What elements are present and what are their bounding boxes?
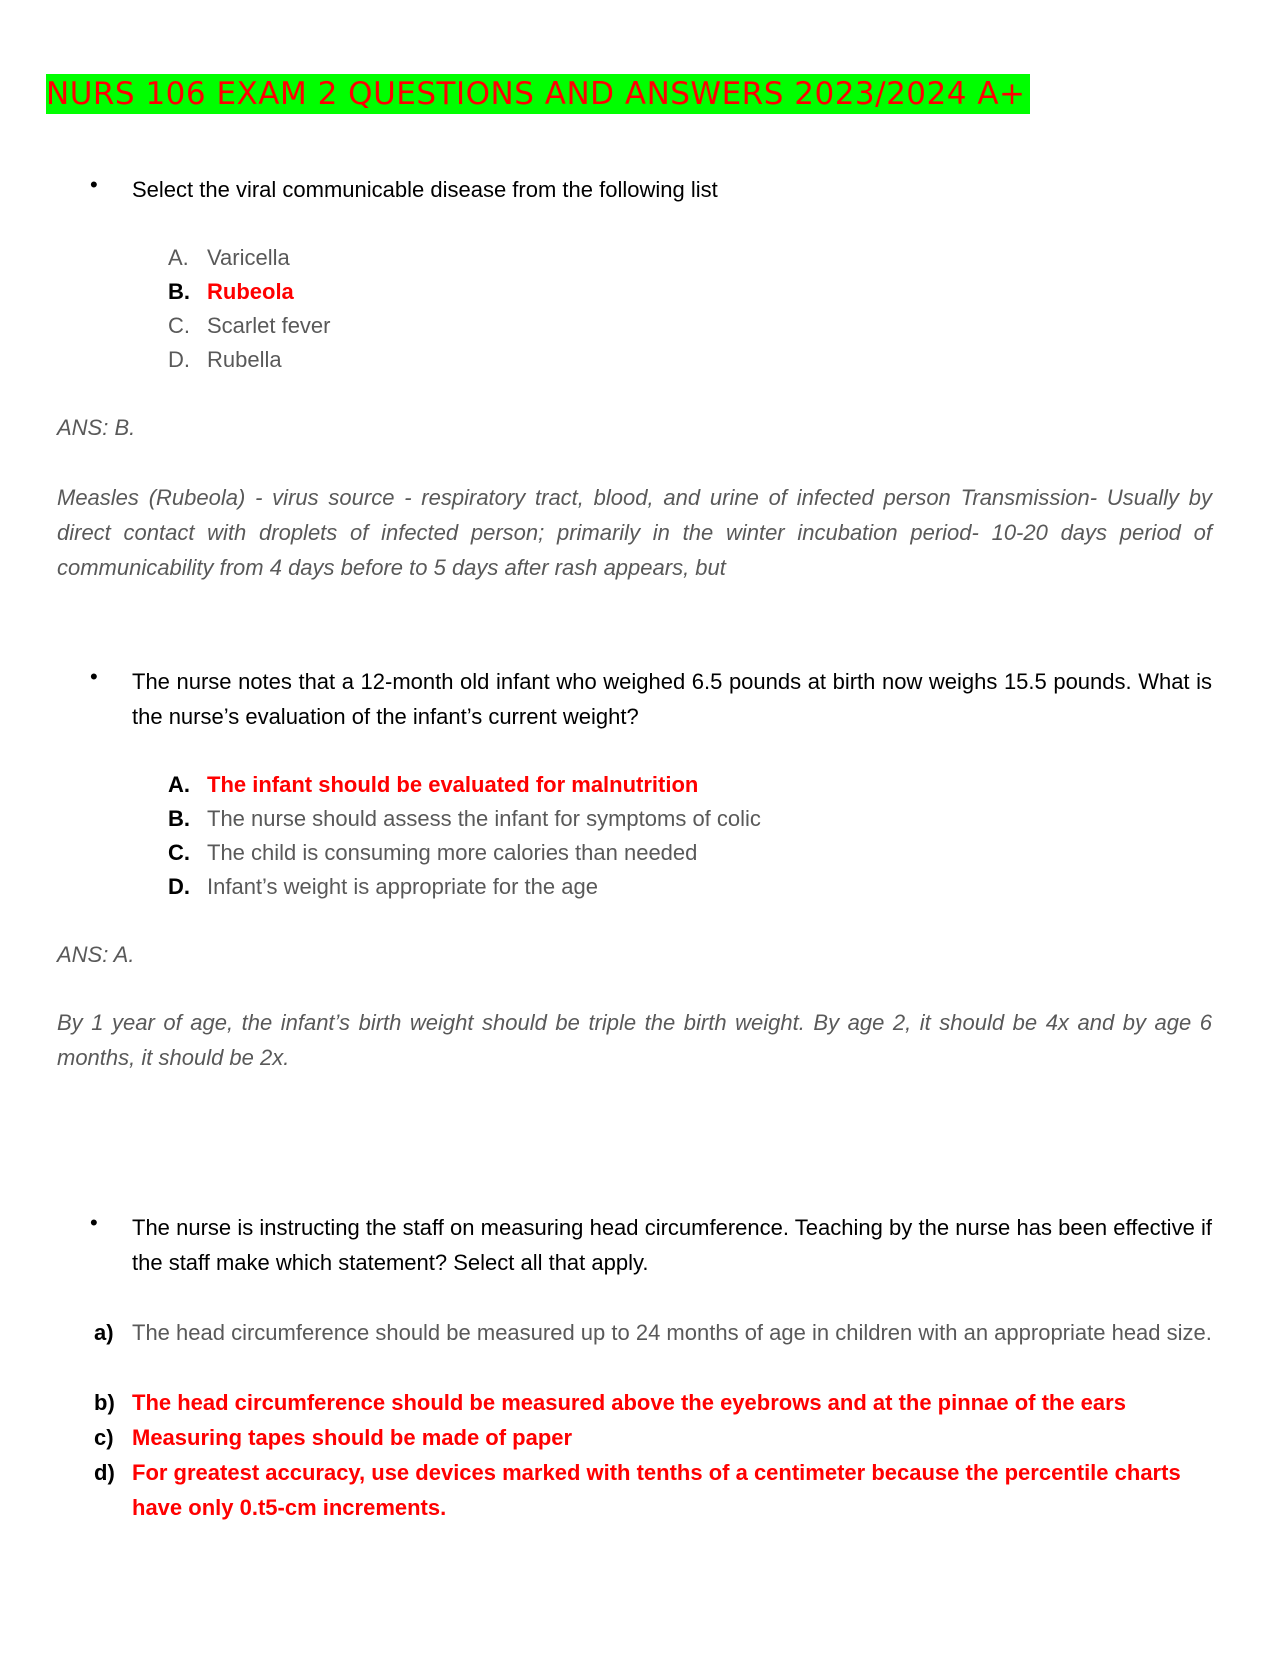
question-3-option-b-correct: b) The head circumference should be measured above the eyebrows and at the pinnae of the ears [94,1390,1126,1415]
question-3-text: The nurse is instructing the staff on measuring head circumference. Teaching by the nurse has been effective if the staff make which statement? Select all that apply. [132,1215,1212,1275]
question-2-option-d: D. Infant’s weight is appropriate for the age [168,874,598,899]
question-1-explanation: Measles (Rubeola) - virus source - respiratory tract, blood, and urine of infected person Transmission- Usually by direct contact with droplets of infected person; primarily in the winter incubation period- 10-20 days period of communicability from 4 days before to 5 days after rash appears, but [57,485,1212,580]
bullet-icon: • [90,1210,98,1235]
question-1-option-d: D. Rubella [168,347,282,372]
bullet-icon: • [90,664,98,689]
question-3-option-d-correct: d) For greatest accuracy, use devices marked with tenths of a centimeter because the percentile charts have only 0.t5-cm increments. [94,1460,1181,1520]
question-1-option-b-correct: B. Rubeola [168,279,294,304]
question-2-answer: ANS: A. [57,942,135,967]
question-2-option-a-correct: A. The infant should be evaluated for malnutrition [168,772,699,797]
question-2-option-c: C. The child is consuming more calories than needed [168,840,698,865]
question-3-option-a: a) The head circumference should be measured up to 24 months of age in children with an appropriate head size. [94,1320,1212,1345]
question-2-option-b: B. The nurse should assess the infant for symptoms of colic [168,806,761,831]
bullet-icon: • [90,172,98,197]
question-2-explanation: By 1 year of age, the infant’s birth weight should be triple the birth weight. By age 2, it should be 4x and by age 6 months, it should be 2x. [57,1010,1212,1070]
question-1-option-c: C. Scarlet fever [168,313,331,338]
question-1-answer: ANS: B. [57,415,136,440]
question-1-option-a: A. Varicella [168,245,290,270]
document-title: NURS 106 EXAM 2 QUESTIONS AND ANSWERS 2023/2024 A+ [46,74,1030,114]
question-1-text: Select the viral communicable disease from the following list [132,177,718,202]
question-3-option-c-correct: c) Measuring tapes should be made of paper [94,1425,573,1450]
question-2-text: The nurse notes that a 12-month old infant who weighed 6.5 pounds at birth now weighs 15.5 pounds. What is the nurse’s evaluation of the infant’s current weight? [132,669,1212,729]
